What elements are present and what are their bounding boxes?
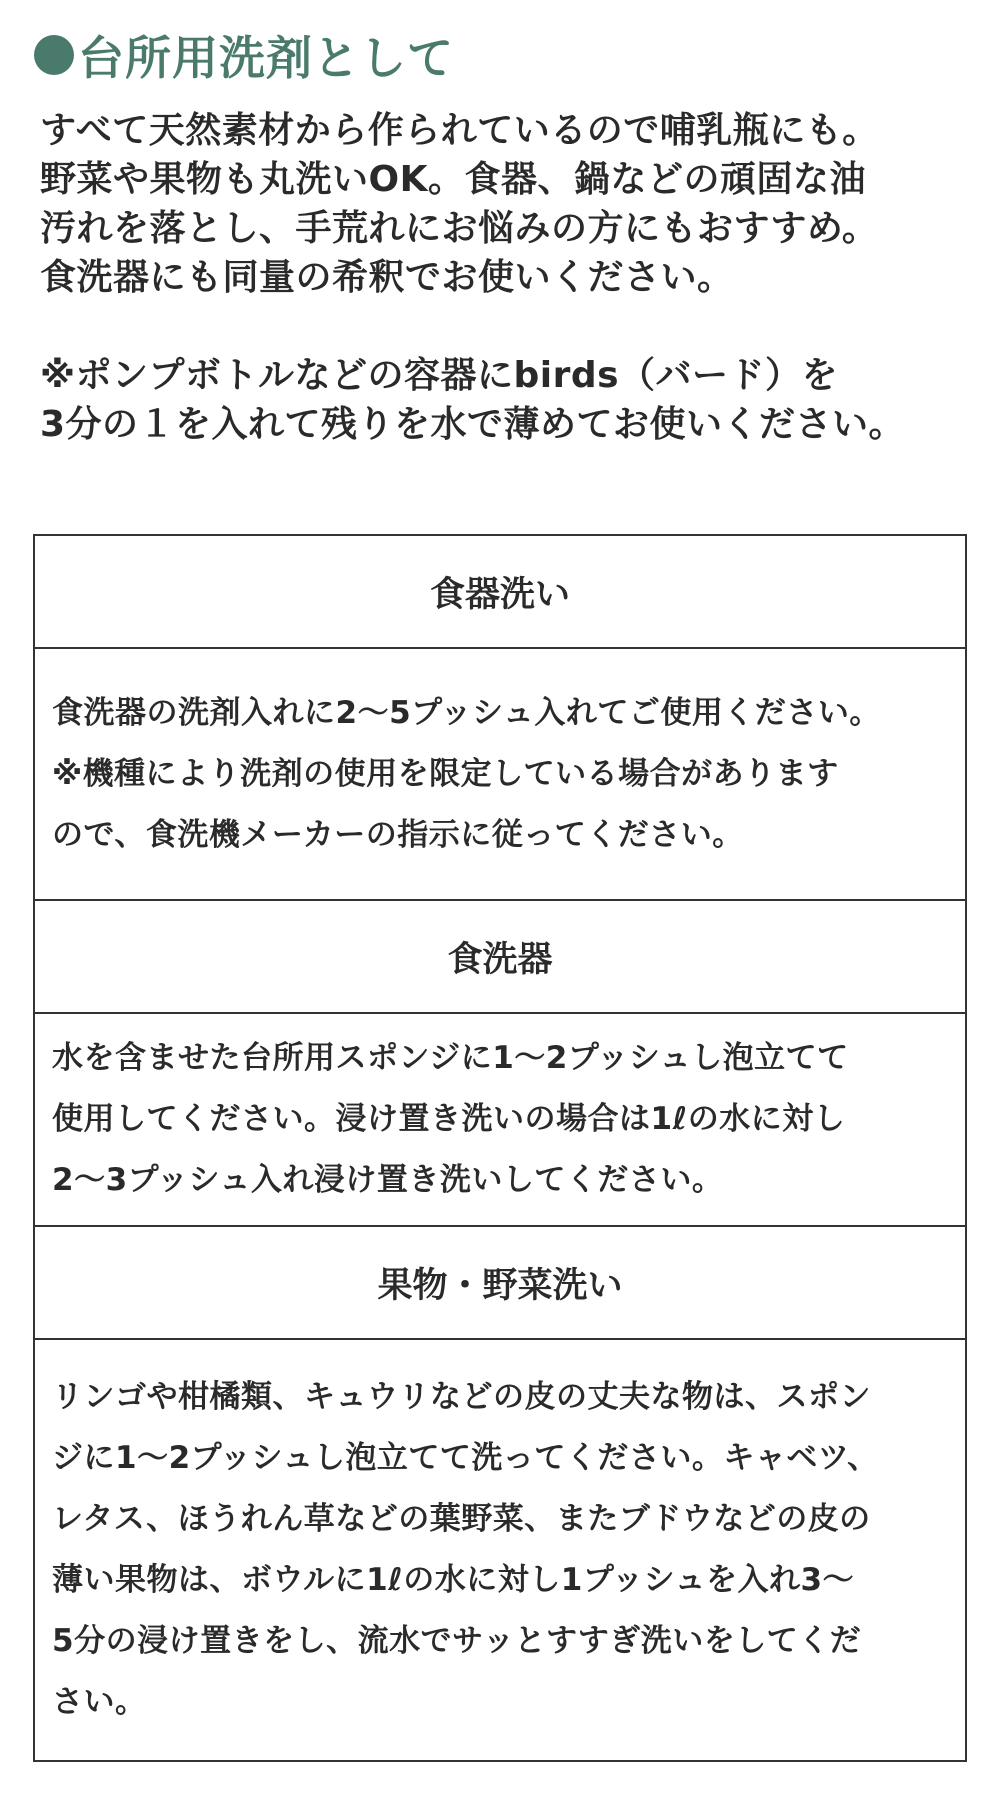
table-body-line: 食洗器の洗剤入れに2〜5プッシュ入れてご使用ください。 bbox=[52, 694, 881, 731]
table-section-title: 食器洗い bbox=[35, 536, 965, 649]
intro-line: 食洗器にも同量の希釈でお使いください。 bbox=[40, 257, 734, 298]
table-body-line: 5分の浸け置きをし、流水でサッとすすぎ洗いをしてくだ bbox=[52, 1623, 862, 1659]
intro-note-line: 3分の１を入れて残りを水で薄めてお使いください。 bbox=[40, 404, 906, 445]
section-heading bbox=[34, 22, 454, 88]
paragraph-gap bbox=[40, 302, 980, 351]
table-section-title: 食洗器 bbox=[35, 901, 965, 1014]
intro-line: すべて天然素材から作られているので哺乳瓶にも。 bbox=[40, 110, 879, 151]
section-heading-title: 台所用洗剤として bbox=[78, 31, 454, 85]
table-body-line: レタス、ほうれん草などの葉野菜、またブドウなどの皮の bbox=[52, 1501, 871, 1537]
table-body-line: 使用してください。浸け置き洗いの場合は1ℓの水に対し bbox=[52, 1101, 846, 1137]
table-body-line: さい。 bbox=[52, 1684, 147, 1720]
table-body-line: ジに1〜2プッシュし泡立てて洗ってください。キャベツ、 bbox=[52, 1440, 879, 1476]
intro-line: 汚れを落とし、手荒れにお悩みの方にもおすすめ。 bbox=[40, 208, 879, 249]
table-body-line: ので、食洗機メーカーの指示に従ってください。 bbox=[52, 816, 744, 853]
table-section-body bbox=[35, 1340, 965, 1760]
usage-table bbox=[33, 534, 967, 1762]
table-body-line: ※機種により洗剤の使用を限定している場合があります bbox=[52, 755, 839, 792]
intro-note-line: ※ポンプボトルなどの容器にbirds（バード）を bbox=[40, 355, 839, 396]
table-body-line: 水を含ませた台所用スポンジに1〜2プッシュし泡立てて bbox=[52, 1040, 849, 1076]
intro-paragraph bbox=[40, 106, 980, 449]
bullet-dot-icon bbox=[34, 35, 74, 75]
table-body-line: 薄い果物は、ボウルに1ℓの水に対し1プッシュを入れ3〜 bbox=[52, 1562, 855, 1598]
table-section-title: 果物・野菜洗い bbox=[35, 1227, 965, 1340]
table-section-body bbox=[35, 1014, 965, 1227]
table-body-line: リンゴや柑橘類、キュウリなどの皮の丈夫な物は、スポン bbox=[52, 1379, 871, 1415]
table-section-body bbox=[35, 649, 965, 901]
intro-line: 野菜や果物も丸洗いOK。食器、鍋などの頑固な油 bbox=[40, 159, 867, 200]
table-body-line: 2〜3プッシュ入れ浸け置き洗いしてください。 bbox=[52, 1162, 724, 1198]
